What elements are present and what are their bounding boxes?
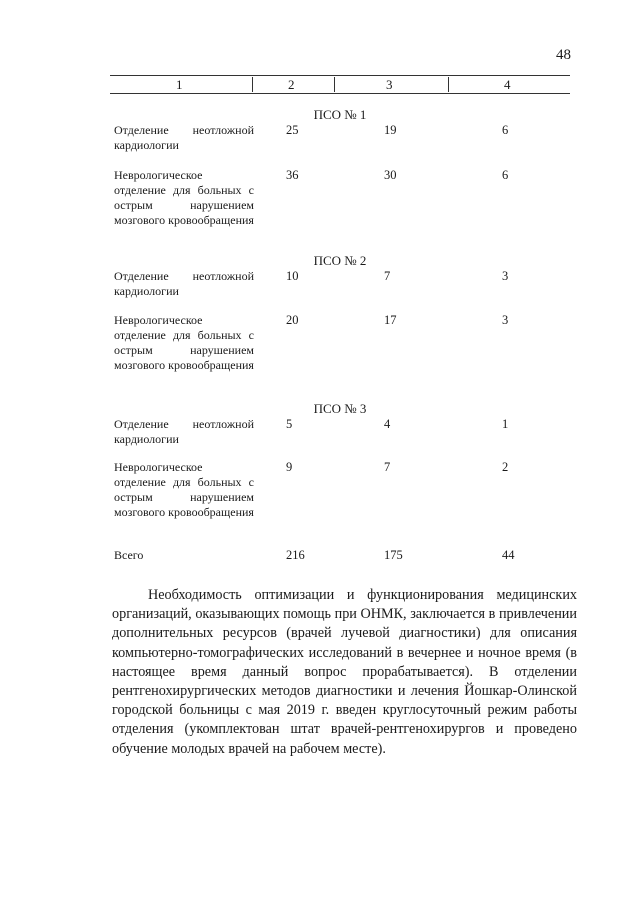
- paragraph-text: Необходимость оптимизации и функционирования медицинских организаций, оказывающих помощь при ОНМК, заключается в привлечении дополнительных ресурсов (врачей лучевой диагностики) для описания компьютерно-томографических исследований в вечернее и ночное время (в настоящее время данный вопрос прорабатывается). В отделении рентгенохирургических методов диагностики и лечения Йошкар-Олинской городской больницы с мая 2019 г. введен круглосуточный режим работы отделения (укомплектован штат врачей-рентгенохирургов и проведено обучение молодых врачей на рабочем месте).: [112, 587, 577, 757]
- value-col-3: 30: [384, 168, 397, 182]
- department-name: Неврологическое отделение для больных с острым нарушением мозгового кровообращения: [114, 313, 254, 372]
- department-name: Отделение неотложной кардиологии: [114, 123, 254, 152]
- group-title: ПСО № 2: [313, 253, 367, 268]
- value-col-2: 25: [286, 123, 299, 137]
- header-col-3: 3: [386, 77, 393, 92]
- total-col-4: 44: [502, 548, 515, 562]
- body-paragraph: [112, 586, 577, 759]
- value-col-4: 6: [502, 123, 509, 137]
- header-divider: [334, 77, 335, 92]
- value-col-4: 1: [502, 417, 509, 431]
- group-title: ПСО № 3: [313, 401, 367, 416]
- value-col-2: 20: [286, 313, 299, 327]
- total-label: Всего: [114, 548, 144, 562]
- header-col-1: 1: [176, 77, 183, 92]
- value-col-3: 17: [384, 313, 397, 327]
- value-col-4: 3: [502, 313, 509, 327]
- value-col-3: 7: [384, 269, 391, 283]
- group-title: ПСО № 1: [313, 107, 367, 122]
- page-number: 48: [556, 47, 571, 63]
- header-top-rule: [110, 75, 570, 76]
- value-col-4: 3: [502, 269, 509, 283]
- value-col-4: 2: [502, 460, 509, 474]
- value-col-2: 36: [286, 168, 299, 182]
- table-header-row: [110, 77, 570, 92]
- value-col-3: 19: [384, 123, 397, 137]
- header-divider: [252, 77, 253, 92]
- department-name: Отделение неотложной кардиологии: [114, 417, 254, 446]
- value-col-3: 7: [384, 460, 391, 474]
- value-col-2: 10: [286, 269, 299, 283]
- total-col-2: 216: [286, 548, 305, 562]
- header-col-4: 4: [504, 77, 511, 92]
- total-col-3: 175: [384, 548, 403, 562]
- value-col-4: 6: [502, 168, 509, 182]
- department-name: Неврологическое отделение для больных с острым нарушением мозгового кровообращения: [114, 168, 254, 227]
- header-col-2: 2: [288, 77, 295, 92]
- department-name: Неврологическое отделение для больных с острым нарушением мозгового кровообращения: [114, 460, 254, 519]
- value-col-2: 9: [286, 460, 293, 474]
- header-divider: [448, 77, 449, 92]
- header-bottom-rule: [110, 93, 570, 94]
- value-col-3: 4: [384, 417, 391, 431]
- value-col-2: 5: [286, 417, 293, 431]
- department-name: Отделение неотложной кардиологии: [114, 269, 254, 298]
